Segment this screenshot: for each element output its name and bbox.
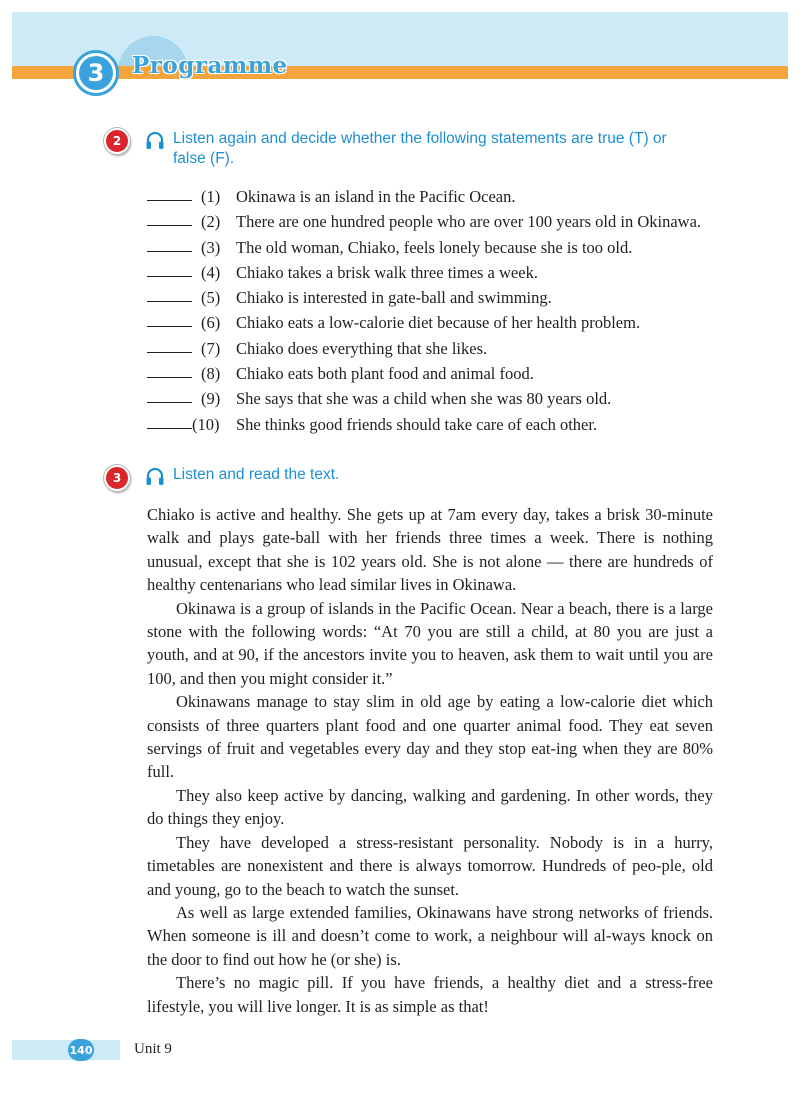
statement-text: She says that she was a child when she was 80 years old. bbox=[236, 389, 612, 409]
passage-paragraph: Chiako is active and healthy. She gets up at 7am every day, takes a brisk 30-minute walk and plays gate-ball with her friends three times a week. There is nothing unusual, except that she is 102 years old. She is not alone — there are hundreds of healthy centenarians who lead similar lives in Okinawa. bbox=[147, 505, 713, 595]
task3-instruction: Listen and read the text. bbox=[173, 466, 340, 483]
answer-blank[interactable] bbox=[147, 361, 192, 378]
statement-text: Chiako takes a brisk walk three times a week. bbox=[236, 262, 538, 282]
answer-blank[interactable] bbox=[147, 235, 192, 252]
unit-label: Unit 9 bbox=[134, 1041, 172, 1057]
section-number: 3 bbox=[79, 56, 113, 90]
passage-paragraph: As well as large extended families, Okinawans have strong networks of friends. When someone is ill and doesn’t come to work, a neighbour will al-ways knock on the door to find out how he (or she) is. bbox=[147, 902, 713, 969]
statement-number: (4) bbox=[201, 262, 221, 282]
task-number-3: 3 bbox=[104, 465, 130, 491]
answer-blank[interactable] bbox=[147, 184, 192, 201]
footer-bar bbox=[12, 1040, 120, 1060]
statement-text: The old woman, Chiako, feels lonely because she is too old. bbox=[236, 237, 633, 257]
statement-item bbox=[147, 184, 727, 209]
statement-item bbox=[147, 235, 727, 260]
statement-number: (2) bbox=[201, 212, 221, 232]
statement-text: Chiako is interested in gate-ball and swimming. bbox=[236, 288, 552, 308]
reading-passage bbox=[147, 503, 713, 1018]
passage-paragraph: There’s no magic pill. If you have friends, a healthy diet and a stress-free lifestyle, you will live longer. It is as simple as that! bbox=[147, 973, 713, 1016]
statement-number: (9) bbox=[201, 389, 221, 409]
statement-item bbox=[147, 285, 727, 310]
answer-blank[interactable] bbox=[147, 336, 192, 353]
task-number-2: 2 bbox=[104, 128, 130, 154]
statement-text: Chiako does everything that she likes. bbox=[236, 338, 488, 358]
statement-number: (10) bbox=[192, 414, 220, 434]
statement-number: (6) bbox=[201, 313, 221, 333]
statement-text: She thinks good friends should take care of each other. bbox=[236, 414, 598, 434]
statement-number: (5) bbox=[201, 288, 221, 308]
passage-paragraph: They have developed a stress-resistant personality. Nobody is in a hurry, timetables are nonexistent and there is always tomorrow. Hundreds of peo-ple, old and young, go to the beach to watch the sunset. bbox=[147, 832, 713, 899]
statement-item bbox=[147, 209, 727, 234]
passage-paragraph: They also keep active by dancing, walking and gardening. In other words, they do things they enjoy. bbox=[147, 785, 713, 829]
task2-instruction bbox=[173, 129, 718, 169]
statement-number: (1) bbox=[201, 187, 221, 206]
statement-item bbox=[147, 336, 727, 361]
task2-instruction-line1: Listen again and decide whether the following statements are true (T) or bbox=[173, 130, 667, 147]
headphones-icon[interactable] bbox=[145, 131, 165, 151]
statement-text: Chiako eats a low-calorie diet because of her health problem. bbox=[236, 313, 641, 333]
statement-item bbox=[147, 361, 727, 386]
section-title: Programme bbox=[132, 52, 288, 79]
statement-item bbox=[147, 412, 727, 437]
task2-instruction-line2: false (F). bbox=[173, 150, 235, 167]
answer-blank[interactable] bbox=[147, 260, 192, 277]
answer-blank[interactable] bbox=[147, 386, 192, 403]
statement-number: (3) bbox=[201, 237, 221, 257]
statement-text: Chiako eats both plant food and animal food. bbox=[236, 364, 534, 384]
header-stripe bbox=[12, 66, 788, 79]
passage-paragraph: Okinawa is a group of islands in the Pacific Ocean. Near a beach, there is a large stone with the following words: “At 70 you are still a child, at 80 you are just a youth, and at 90, if the ancestors invite you to heaven, ask them to wait until you are 100, and then you might consider it.” bbox=[147, 598, 713, 688]
passage-paragraph: Okinawans manage to stay slim in old age by eating a low-calorie diet which consists of three quarters plant food and one quarter animal food. They eat seven servings of fruit and vegetables every day and they stop eat-ing when they are 80% full. bbox=[147, 692, 713, 782]
statement-text: Okinawa is an island in the Pacific Ocean. bbox=[236, 187, 516, 206]
statement-number: (7) bbox=[201, 338, 221, 358]
statement-text: There are one hundred people who are over 100 years old in Okinawa. bbox=[236, 212, 702, 232]
section-number-badge bbox=[73, 50, 119, 96]
answer-blank[interactable] bbox=[147, 285, 192, 302]
answer-blank[interactable] bbox=[147, 209, 192, 226]
statement-item bbox=[147, 260, 727, 285]
statement-item bbox=[147, 386, 727, 411]
statements-list bbox=[147, 184, 727, 437]
statement-item bbox=[147, 310, 727, 335]
answer-blank[interactable] bbox=[147, 412, 192, 429]
page-number: 140 bbox=[68, 1039, 94, 1061]
statement-number: (8) bbox=[201, 364, 221, 384]
answer-blank[interactable] bbox=[147, 310, 192, 327]
headphones-icon[interactable] bbox=[145, 467, 165, 487]
